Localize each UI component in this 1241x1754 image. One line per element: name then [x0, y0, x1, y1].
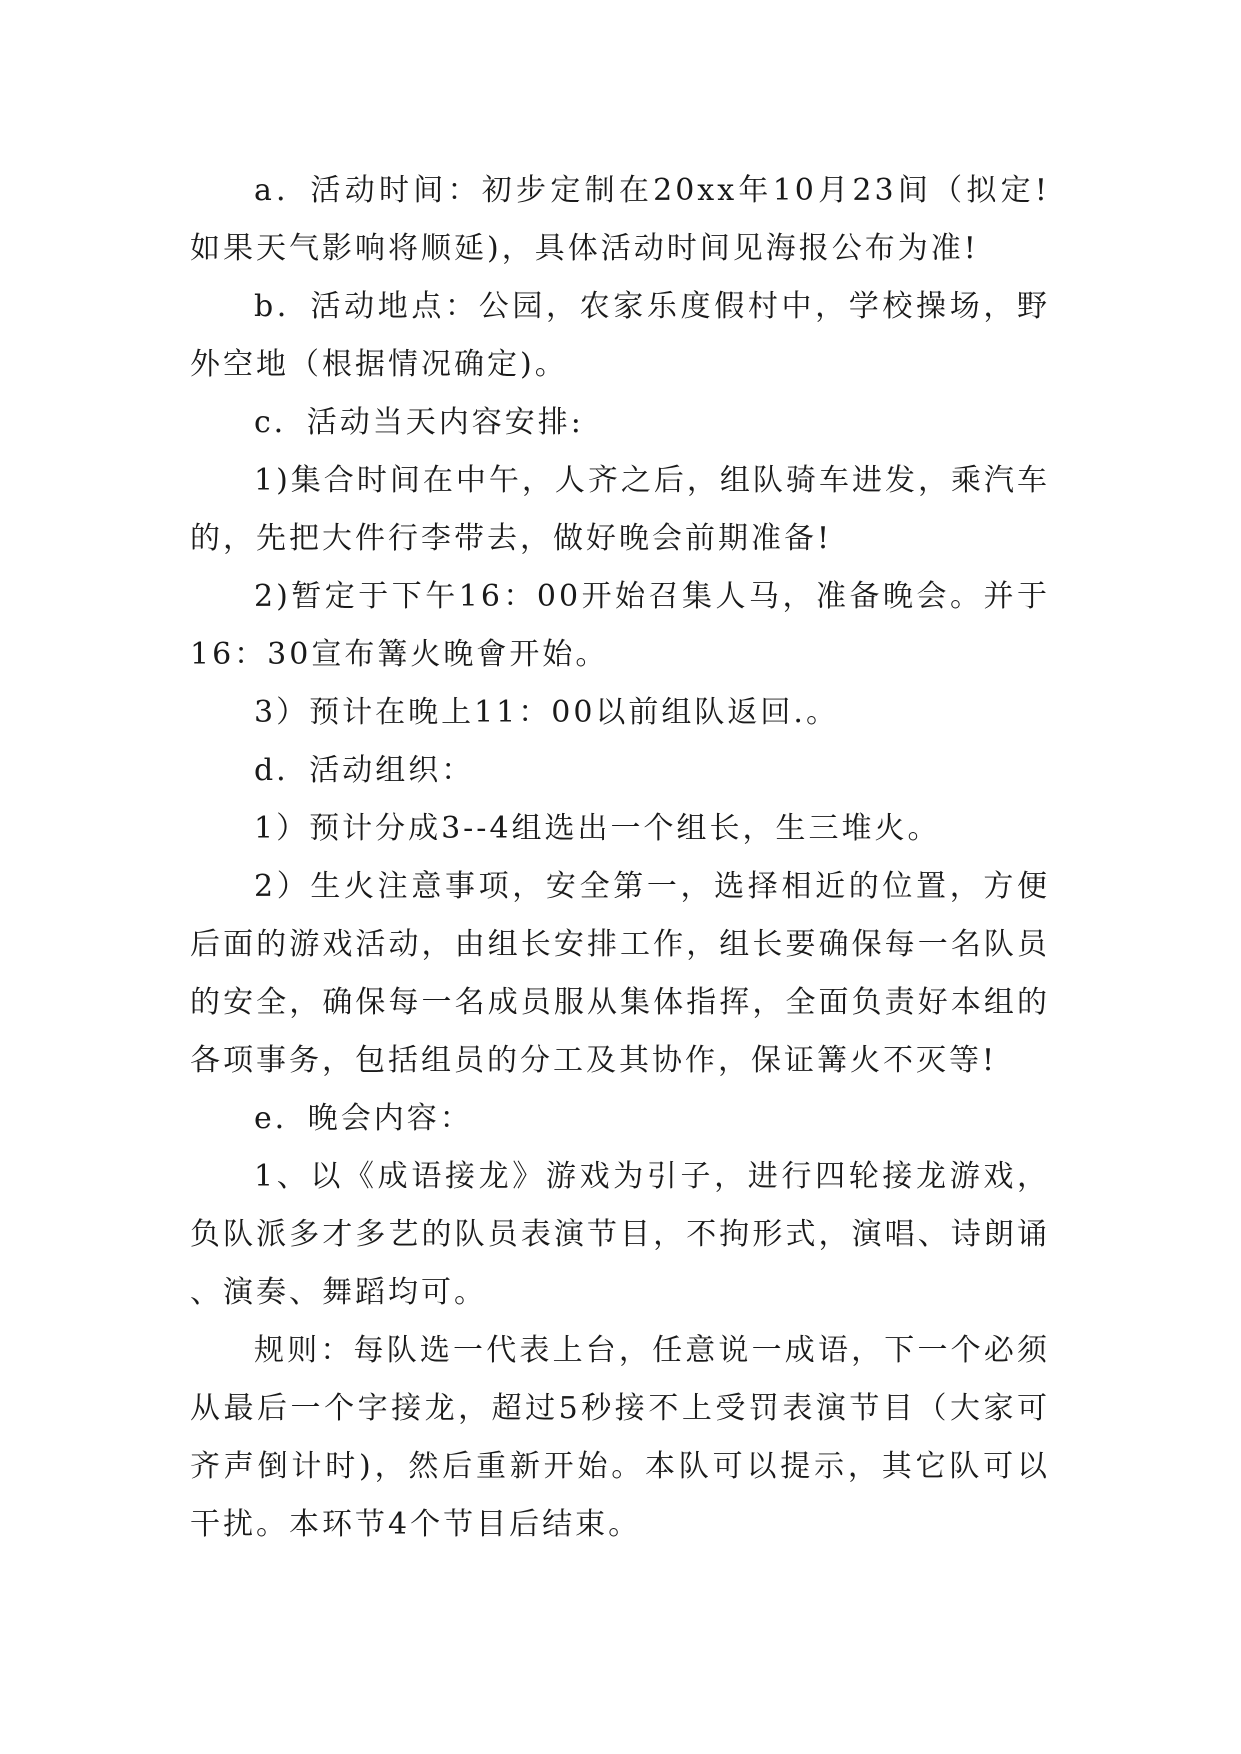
paragraph-activity-location: b．活动地点：公园，农家乐度假村中，学校操场，野外空地（根据情况确定)。	[190, 289, 1050, 382]
paragraph-activity-time: a．活动时间：初步定制在20xx年10月23间（拟定!如果天气影响将顺延)，具体活动时间见海报公布为准!	[190, 173, 1050, 266]
paragraph-schedule-item-3: 3）预计在晚上11：00以前组队返回.。	[254, 695, 839, 730]
paragraph-organization-item-1: 1）预计分成3--4组选出一个组长，生三堆火。	[254, 811, 941, 846]
document-body	[190, 162, 1050, 1554]
paragraph-party-content-heading: e．晚会内容：	[254, 1101, 473, 1136]
paragraph-schedule-heading: c．活动当天内容安排:	[254, 405, 584, 440]
paragraph-party-content-item-1: 1、以《成语接龙》游戏为引子，进行四轮接龙游戏，负队派多才多艺的队员表演节目，不拘形式，演唱、诗朗诵、演奏、舞蹈均可。	[190, 1159, 1050, 1310]
paragraph-schedule-item-1: 1)集合时间在中午，人齐之后，组队骑车进发，乘汽车的，先把大件行李带去，做好晚会前期准备!	[190, 463, 1050, 556]
paragraph-schedule-item-2: 2)暂定于下午16：00开始召集人马，准备晚会。并于16：30宣布篝火晚會开始。	[190, 579, 1050, 672]
paragraph-organization-item-2: 2）生火注意事项，安全第一，选择相近的位置，方便后面的游戏活动，由组长安排工作，组长要确保每一名队员的安全，确保每一名成员服从集体指挥，全面负责好本组的各项事务，包括组员的分工及其协作，保证篝火不灭等!	[190, 869, 1050, 1078]
paragraph-organization-heading: d．活动组织：	[254, 753, 475, 788]
paragraph-rules: 规则：每队选一代表上台，任意说一成语，下一个必须从最后一个字接龙，超过5秒接不上受罚表演节目（大家可齐声倒计时)，然后重新开始。本队可以提示，其它队可以干扰。本环节4个节目后结束。	[190, 1333, 1050, 1542]
